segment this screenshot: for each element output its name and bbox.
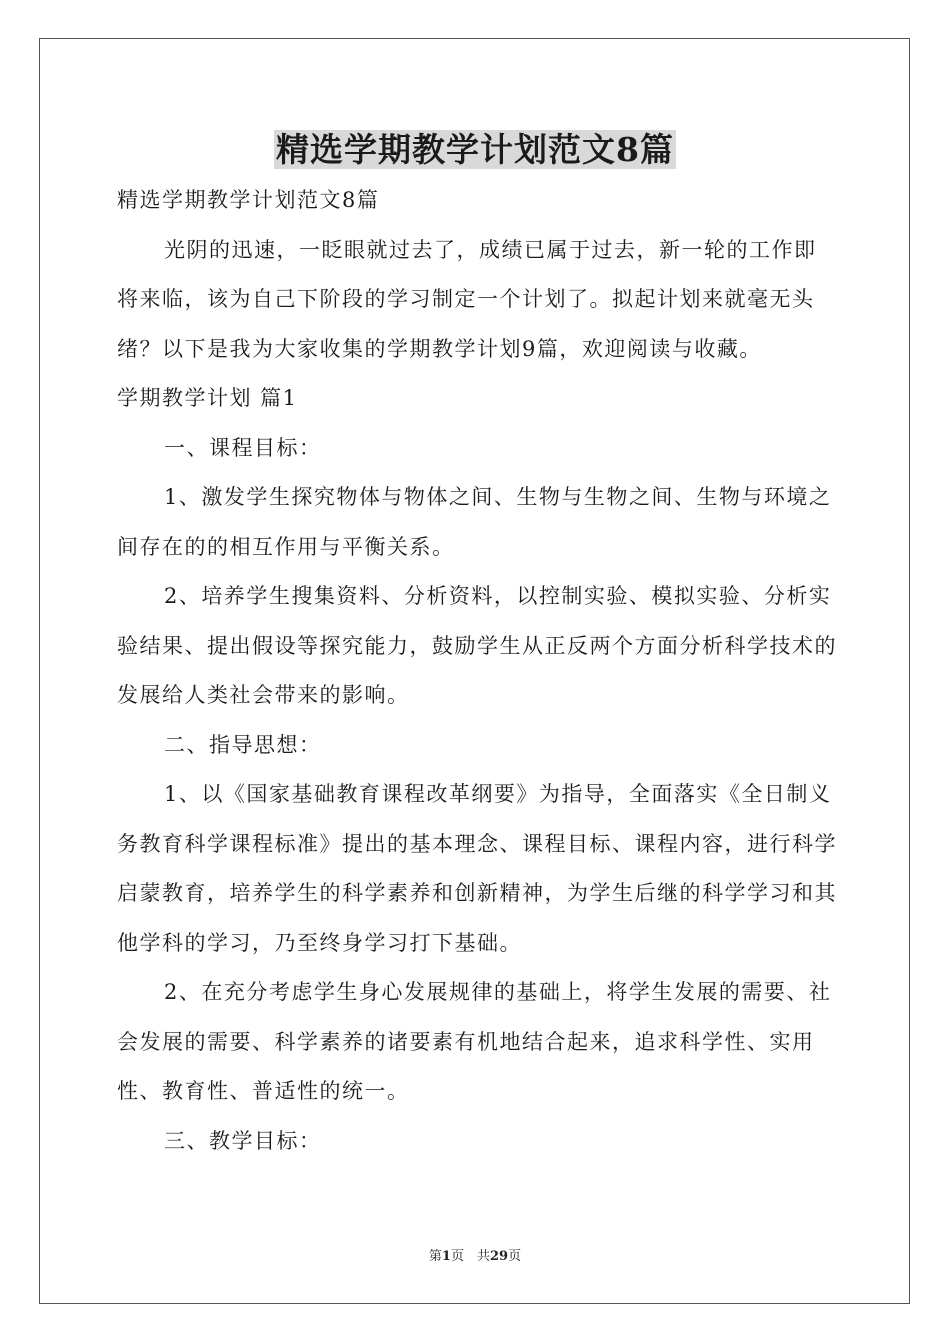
- document-title: [0, 128, 950, 172]
- body-paragraph: 1、激发学生探究物体与物体之间、生物与生物之间、生物与环境之间存在的的相互作用与平衡关系。: [117, 485, 832, 559]
- footer-total-pages: 29: [489, 1249, 509, 1264]
- body-paragraph: 学期教学计划 篇1: [117, 386, 298, 410]
- body-paragraph: 二、指导思想：: [164, 732, 322, 757]
- footer-suffix: 页: [508, 1249, 522, 1264]
- document-title-text: 精选学期教学计划范文8篇: [276, 130, 674, 169]
- body-paragraph: 光阴的迅速，一眨眼就过去了，成绩已属于过去，新一轮的工作即将来临，该为自己下阶段的学习制定一个计划了。拟起计划来就毫无头绪？以下是我为大家收集的学期教学计划9篇，欢迎阅读与收藏。: [117, 237, 817, 361]
- footer-middle: 页 共: [450, 1249, 490, 1264]
- body-paragraph: 1、以《国家基础教育课程改革纲要》为指导，全面落实《全日制义务教育科学课程标准》提出的基本理念、课程目标、课程内容，进行科学启蒙教育，培养学生的科学素养和创新精神，为学生后继的科学学习和其他学科的学习，乃至终身学习打下基础。: [117, 782, 837, 955]
- document-body: [117, 176, 837, 1166]
- body-paragraph: 一、课程目标：: [164, 435, 322, 460]
- footer-prefix: 第: [428, 1249, 442, 1264]
- body-paragraph: 2、培养学生搜集资料、分析资料，以控制实验、模拟实验、分析实验结果、提出假设等探究能力，鼓励学生从正反两个方面分析科学技术的发展给人类社会带来的影响。: [117, 584, 837, 707]
- body-paragraph: 精选学期教学计划范文8篇: [117, 188, 380, 212]
- page-footer: [0, 1248, 950, 1266]
- body-paragraph: 2、在充分考虑学生身心发展规律的基础上，将学生发展的需要、社会发展的需要、科学素养的诸要素有机地结合起来，追求科学性、实用性、教育性、普适性的统一。: [117, 980, 832, 1103]
- footer-current-page: 1: [441, 1249, 451, 1264]
- body-paragraph: 三、教学目标：: [164, 1128, 322, 1153]
